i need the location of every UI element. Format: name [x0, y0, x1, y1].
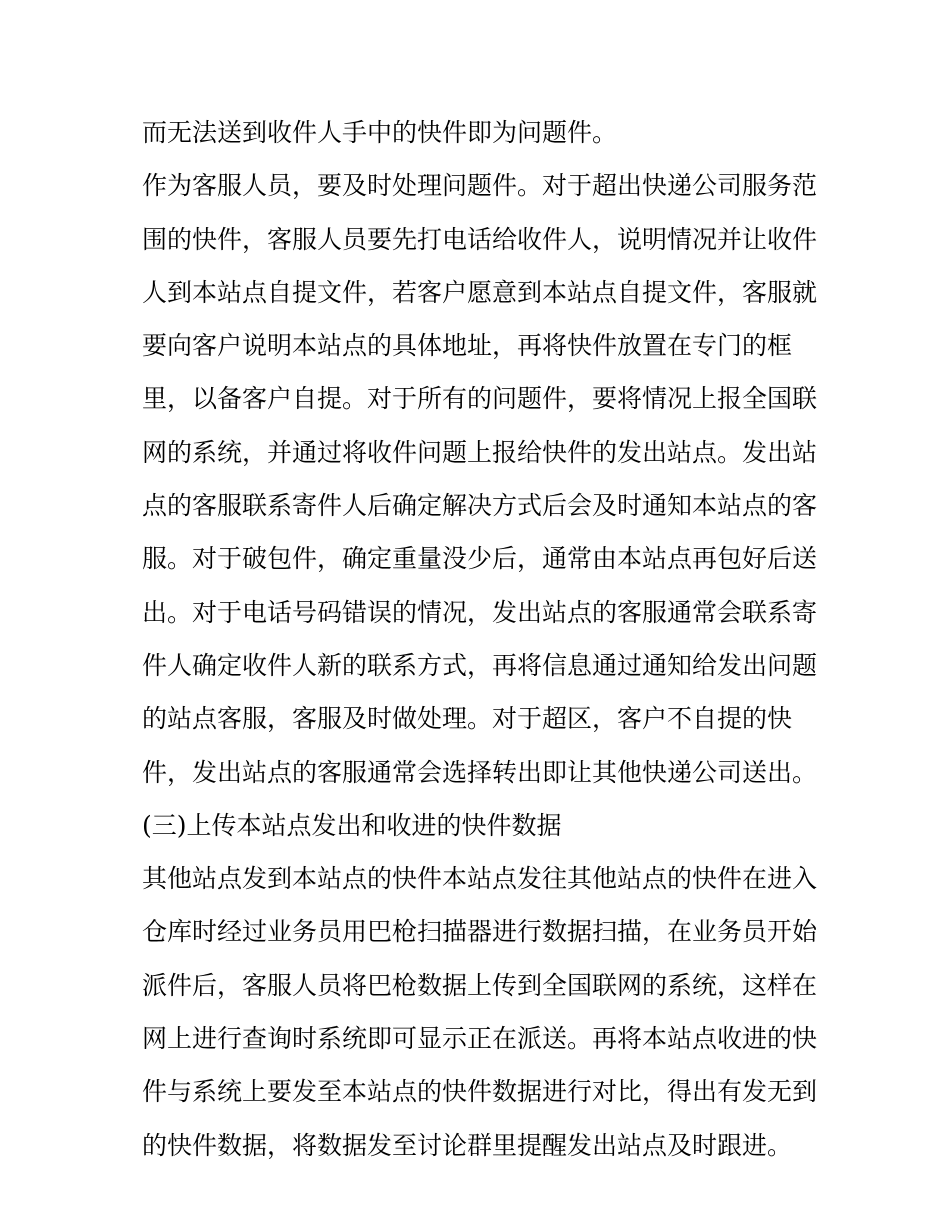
text-line: 件与系统上要发至本站点的快件数据进行对比，得出有发无到 [142, 1077, 818, 1107]
text-line: 作为客服人员，要及时处理问题件。对于超出快递公司服务范 [142, 171, 818, 201]
text-line: 网上进行查询时系统即可显示正在派送。再将本站点收进的快 [142, 1024, 818, 1054]
text-line: 的站点客服，客服及时做处理。对于超区，客户不自提的快 [142, 704, 793, 734]
text-line: 件人确定收件人新的联系方式，再将信息通过通知给发出问题 [142, 650, 818, 680]
text-line: 服。对于破包件，确定重量没少后，通常由本站点再包好后送 [142, 544, 818, 574]
text-line: 其他站点发到本站点的快件本站点发往其他站点的快件在进入 [142, 864, 818, 894]
text-line: 点的客服联系寄件人后确定解决方式后会及时通知本站点的客 [142, 491, 818, 521]
text-line: 围的快件，客服人员要先打电话给收件人，说明情况并让收件 [142, 224, 818, 254]
text-line: 人到本站点自提文件，若客户愿意到本站点自提文件，客服就 [142, 277, 818, 307]
text-line: 要向客户说明本站点的具体地址，再将快件放置在专门的框 [142, 331, 793, 361]
text-line: 网的系统，并通过将收件问题上报给快件的发出站点。发出站 [142, 437, 818, 467]
text-line: 仓库时经过业务员用巴枪扫描器进行数据扫描，在业务员开始 [142, 917, 818, 947]
text-line: 出。对于电话号码错误的情况，发出站点的客服通常会联系寄 [142, 597, 818, 627]
text-line: 件，发出站点的客服通常会选择转出即让其他快递公司送出。 [142, 757, 818, 787]
text-line: 而无法送到收件人手中的快件即为问题件。 [142, 118, 618, 147]
section-heading: (三)上传本站点发出和收进的快件数据 [142, 810, 562, 840]
text-line: 派件后，客服人员将巴枪数据上传到全国联网的系统，这样在 [142, 970, 818, 1000]
text-line: 里，以备客户自提。对于所有的问题件，要将情况上报全国联 [142, 384, 818, 414]
text-line: 的快件数据，将数据发至讨论群里提醒发出站点及时跟进。 [142, 1130, 793, 1160]
body-text [142, 106, 822, 1172]
